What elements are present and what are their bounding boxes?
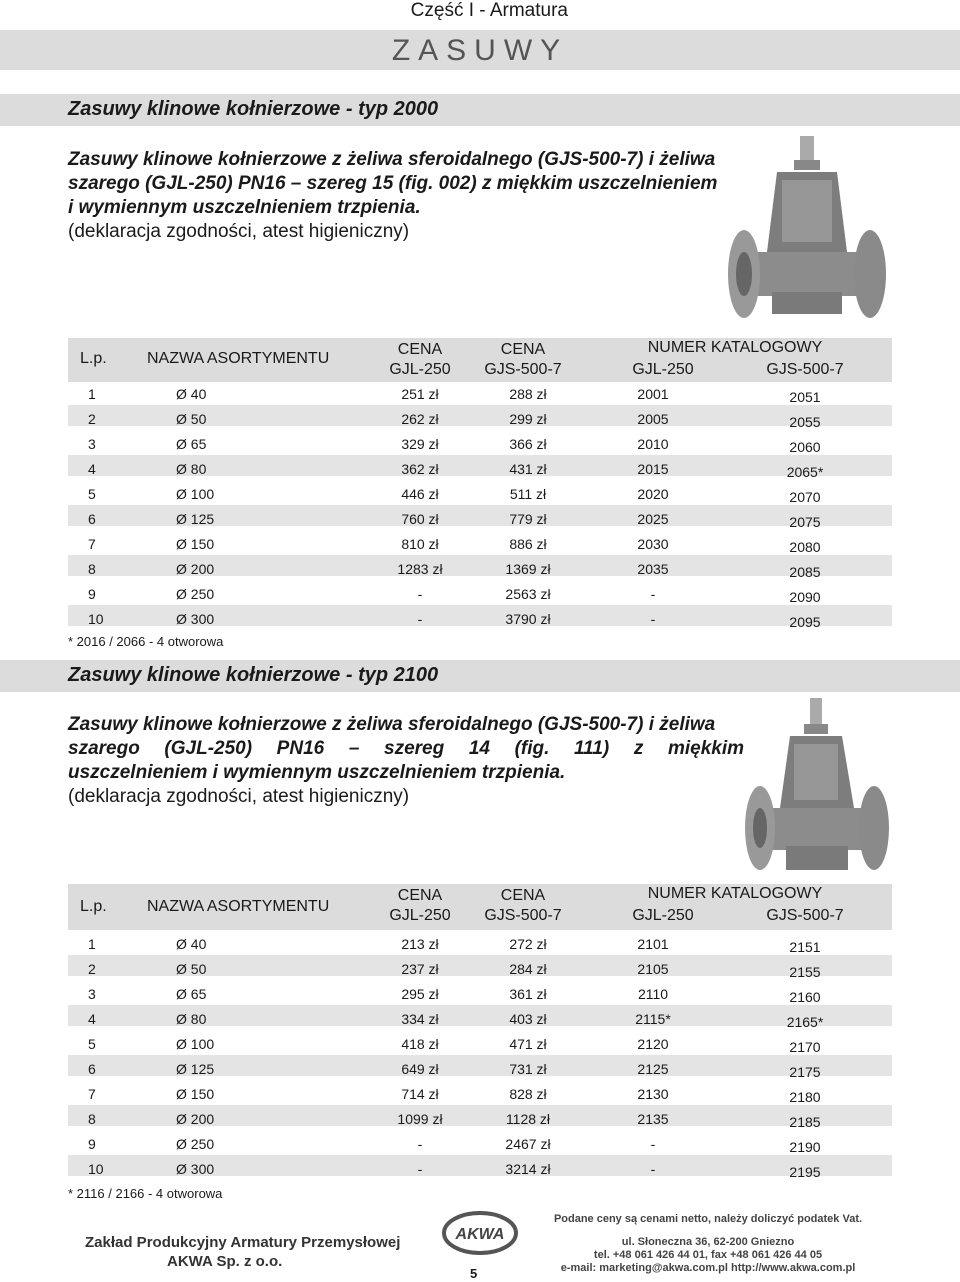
row-price-gjl: - bbox=[417, 586, 423, 602]
row-catalog-gjl: 2035 bbox=[637, 561, 669, 577]
row-lp: 1 bbox=[88, 936, 96, 952]
col-cena-gjl: CENA bbox=[397, 341, 443, 358]
row-price-gjs: 3790 zł bbox=[505, 611, 551, 627]
row-lp: 9 bbox=[88, 586, 96, 602]
description-2000 bbox=[68, 148, 717, 244]
row-name: Ø 125 bbox=[176, 511, 215, 527]
row-price-gjl: 237 zł bbox=[401, 961, 439, 977]
row-name: Ø 65 bbox=[176, 436, 207, 452]
row-lp: 10 bbox=[88, 1161, 104, 1177]
row-name: Ø 125 bbox=[176, 1061, 215, 1077]
row-name: Ø 40 bbox=[176, 386, 207, 402]
desc-line: i wymiennym uszczelnieniem trzpienia. bbox=[68, 197, 421, 218]
desc-note: (deklaracja zgodności, atest higieniczny) bbox=[68, 221, 410, 242]
col-katalog-gjs: GJS-500-7 bbox=[766, 361, 844, 378]
row-catalog-gjs: 2080 bbox=[789, 539, 821, 555]
row-price-gjs: 288 zł bbox=[509, 386, 547, 402]
row-catalog-gjl: 2005 bbox=[637, 411, 669, 427]
row-price-gjs: 731 zł bbox=[509, 1061, 547, 1077]
row-price-gjl: 810 zł bbox=[401, 536, 439, 552]
row-price-gjs: 1369 zł bbox=[505, 561, 551, 577]
desc-line: szarego (GJL-250) PN16 – szereg 14 (fig. 111) z miękkim bbox=[68, 738, 744, 759]
row-lp: 3 bbox=[88, 436, 96, 452]
subsection-title-2100: Zasuwy klinowe kołnierzowe - typ 2100 bbox=[68, 664, 439, 686]
row-price-gjs: 779 zł bbox=[509, 511, 547, 527]
row-name: Ø 80 bbox=[176, 461, 207, 477]
row-name: Ø 150 bbox=[176, 536, 215, 552]
row-catalog-gjl: 2115* bbox=[635, 1011, 671, 1027]
page-number: 5 bbox=[470, 1266, 478, 1281]
row-catalog-gjl: 2130 bbox=[637, 1086, 669, 1102]
row-price-gjl: 362 zł bbox=[401, 461, 439, 477]
col-gjs: GJS-500-7 bbox=[484, 907, 562, 924]
row-lp: 8 bbox=[88, 561, 96, 577]
col-name: NAZWA ASORTYMENTU bbox=[147, 350, 330, 367]
row-price-gjs: 828 zł bbox=[509, 1086, 547, 1102]
subsection-band-2000 bbox=[0, 94, 960, 126]
row-name: Ø 250 bbox=[176, 586, 215, 602]
col-katalog: NUMER KATALOGOWY bbox=[647, 339, 823, 356]
row-name: Ø 80 bbox=[176, 1011, 207, 1027]
row-price-gjl: 334 zł bbox=[401, 1011, 439, 1027]
row-catalog-gjs: 2095 bbox=[789, 614, 821, 630]
row-price-gjs: 299 zł bbox=[509, 411, 547, 427]
akwa-logo bbox=[442, 1209, 518, 1257]
row-catalog-gjs: 2185 bbox=[789, 1114, 821, 1130]
row-price-gjl: 213 zł bbox=[401, 936, 439, 952]
row-lp: 2 bbox=[88, 411, 96, 427]
col-cena-gjs: CENA bbox=[500, 341, 546, 358]
row-catalog-gjl: - bbox=[650, 1161, 656, 1177]
row-price-gjs: 511 zł bbox=[509, 486, 547, 502]
row-catalog-gjs: 2155 bbox=[789, 964, 821, 980]
row-catalog-gjs: 2070 bbox=[789, 489, 821, 505]
col-katalog-gjl: GJL-250 bbox=[632, 907, 694, 924]
row-price-gjs: 284 zł bbox=[509, 961, 547, 977]
col-lp: L.p. bbox=[80, 898, 107, 915]
row-price-gjs: 403 zł bbox=[509, 1011, 547, 1027]
row-lp: 5 bbox=[88, 486, 96, 502]
col-katalog-gjs: GJS-500-7 bbox=[766, 907, 844, 924]
row-lp: 7 bbox=[88, 536, 96, 552]
row-name: Ø 100 bbox=[176, 1036, 215, 1052]
row-lp: 1 bbox=[88, 386, 96, 402]
col-katalog-gjl: GJL-250 bbox=[632, 361, 694, 378]
row-catalog-gjl: - bbox=[650, 611, 656, 627]
row-price-gjs: 431 zł bbox=[509, 461, 547, 477]
row-lp: 9 bbox=[88, 1136, 96, 1152]
row-price-gjl: 1099 zł bbox=[397, 1111, 443, 1127]
row-catalog-gjl: 2025 bbox=[637, 511, 669, 527]
desc-note: (deklaracja zgodności, atest higieniczny) bbox=[68, 786, 410, 807]
row-catalog-gjl: - bbox=[650, 586, 656, 602]
row-price-gjs: 886 zł bbox=[509, 536, 547, 552]
row-lp: 2 bbox=[88, 961, 96, 977]
row-catalog-gjs: 2175 bbox=[789, 1064, 821, 1080]
desc-line: uszczelnieniem i wymiennym uszczelnieniem trzpienia. bbox=[68, 762, 566, 783]
row-name: Ø 200 bbox=[176, 1111, 215, 1127]
gate-valve-image-2100 bbox=[742, 696, 892, 886]
desc-line: Zasuwy klinowe kołnierzowe z żeliwa sferoidalnego (GJS-500-7) i żeliwa bbox=[68, 149, 716, 170]
subsection-band-2100 bbox=[0, 660, 960, 692]
row-name: Ø 150 bbox=[176, 1086, 215, 1102]
email-web: e-mail: marketing@akwa.com.pl http://www.akwa.com.pl bbox=[560, 1262, 856, 1274]
row-name: Ø 250 bbox=[176, 1136, 215, 1152]
row-name: Ø 50 bbox=[176, 411, 207, 427]
row-catalog-gjl: 2135 bbox=[637, 1111, 669, 1127]
company-legal-name: AKWA Sp. z o.o. bbox=[167, 1253, 283, 1270]
col-katalog: NUMER KATALOGOWY bbox=[647, 885, 823, 902]
row-name: Ø 100 bbox=[176, 486, 215, 502]
row-catalog-gjl: - bbox=[650, 1136, 656, 1152]
row-price-gjl: 1283 zł bbox=[397, 561, 443, 577]
row-price-gjl: 760 zł bbox=[401, 511, 439, 527]
row-lp: 4 bbox=[88, 1011, 96, 1027]
row-catalog-gjs: 2195 bbox=[789, 1164, 821, 1180]
subsection-title-2000: Zasuwy klinowe kołnierzowe - typ 2000 bbox=[68, 98, 439, 120]
col-cena-gjl: CENA bbox=[397, 887, 443, 904]
row-price-gjl: 329 zł bbox=[401, 436, 439, 452]
col-lp: L.p. bbox=[80, 350, 107, 367]
row-catalog-gjs: 2160 bbox=[789, 989, 821, 1005]
row-price-gjl: 446 zł bbox=[401, 486, 439, 502]
row-catalog-gjs: 2190 bbox=[789, 1139, 821, 1155]
gate-valve-image-2000 bbox=[722, 132, 892, 332]
footnote-2100: * 2116 / 2166 - 4 otworowa bbox=[68, 1186, 223, 1201]
row-lp: 5 bbox=[88, 1036, 96, 1052]
phone-fax: tel. +48 061 426 44 01, fax +48 061 426 44 05 bbox=[593, 1249, 823, 1261]
row-catalog-gjs: 2055 bbox=[789, 414, 821, 430]
row-price-gjl: 418 zł bbox=[401, 1036, 439, 1052]
row-catalog-gjl: 2015 bbox=[637, 461, 669, 477]
row-price-gjs: 471 zł bbox=[509, 1036, 547, 1052]
row-price-gjs: 2563 zł bbox=[505, 586, 551, 602]
row-lp: 6 bbox=[88, 511, 96, 527]
row-price-gjl: - bbox=[417, 1136, 423, 1152]
row-lp: 6 bbox=[88, 1061, 96, 1077]
row-lp: 4 bbox=[88, 461, 96, 477]
row-catalog-gjs: 2151 bbox=[789, 939, 821, 955]
row-catalog-gjs: 2051 bbox=[789, 389, 821, 405]
row-catalog-gjs: 2085 bbox=[789, 564, 821, 580]
row-catalog-gjs: 2065* bbox=[786, 464, 824, 480]
row-name: Ø 50 bbox=[176, 961, 207, 977]
col-cena-gjs: CENA bbox=[500, 887, 546, 904]
company-name: Zakład Produkcyjny Armatury Przemysłowej bbox=[85, 1234, 401, 1251]
row-catalog-gjl: 2030 bbox=[637, 536, 669, 552]
desc-line: Zasuwy klinowe kołnierzowe z żeliwa sferoidalnego (GJS-500-7) i żeliwa bbox=[68, 714, 716, 735]
row-catalog-gjs: 2060 bbox=[789, 439, 821, 455]
row-price-gjl: - bbox=[417, 611, 423, 627]
col-gjs: GJS-500-7 bbox=[484, 361, 562, 378]
row-price-gjs: 361 zł bbox=[509, 986, 547, 1002]
row-price-gjl: 714 zł bbox=[401, 1086, 439, 1102]
section-header-band bbox=[0, 30, 960, 70]
col-gjl: GJL-250 bbox=[389, 907, 451, 924]
section-title: ZASUWY bbox=[391, 34, 569, 67]
row-catalog-gjs: 2170 bbox=[789, 1039, 821, 1055]
row-catalog-gjs: 2165* bbox=[786, 1014, 824, 1030]
row-price-gjl: 251 zł bbox=[401, 386, 439, 402]
row-price-gjs: 1128 zł bbox=[505, 1111, 551, 1127]
row-price-gjl: - bbox=[417, 1161, 423, 1177]
row-name: Ø 65 bbox=[176, 986, 207, 1002]
row-catalog-gjs: 2090 bbox=[789, 589, 821, 605]
row-name: Ø 300 bbox=[176, 1161, 215, 1177]
svg-text:AKWA: AKWA bbox=[455, 1226, 505, 1243]
row-price-gjl: 295 zł bbox=[401, 986, 439, 1002]
row-lp: 3 bbox=[88, 986, 96, 1002]
row-catalog-gjl: 2110 bbox=[637, 986, 669, 1002]
row-catalog-gjl: 2001 bbox=[637, 386, 669, 402]
row-catalog-gjl: 2125 bbox=[637, 1061, 669, 1077]
row-price-gjl: 649 zł bbox=[401, 1061, 439, 1077]
footnote-2000: * 2016 / 2066 - 4 otworowa bbox=[68, 634, 224, 649]
row-catalog-gjl: 2010 bbox=[637, 436, 669, 452]
row-catalog-gjl: 2020 bbox=[637, 486, 669, 502]
description-2100 bbox=[68, 713, 744, 809]
row-price-gjs: 272 zł bbox=[509, 936, 547, 952]
row-lp: 10 bbox=[88, 611, 104, 627]
row-lp: 7 bbox=[88, 1086, 96, 1102]
row-price-gjs: 3214 zł bbox=[505, 1161, 551, 1177]
chapter-title: Część I - Armatura bbox=[410, 0, 568, 21]
col-name: NAZWA ASORTYMENTU bbox=[147, 898, 330, 915]
vat-note: Podane ceny są cenami netto, należy doliczyć podatek Vat. bbox=[553, 1213, 863, 1225]
col-gjl: GJL-250 bbox=[389, 361, 451, 378]
row-price-gjs: 2467 zł bbox=[505, 1136, 551, 1152]
row-catalog-gjl: 2120 bbox=[637, 1036, 669, 1052]
row-name: Ø 300 bbox=[176, 611, 215, 627]
desc-line: szarego (GJL-250) PN16 – szereg 15 (fig. 002) z miękkim uszczelnieniem bbox=[68, 173, 718, 194]
row-catalog-gjl: 2101 bbox=[637, 936, 669, 952]
row-catalog-gjs: 2180 bbox=[789, 1089, 821, 1105]
row-name: Ø 200 bbox=[176, 561, 215, 577]
row-price-gjl: 262 zł bbox=[401, 411, 439, 427]
row-catalog-gjl: 2105 bbox=[637, 961, 669, 977]
row-name: Ø 40 bbox=[176, 936, 207, 952]
row-catalog-gjs: 2075 bbox=[789, 514, 821, 530]
row-lp: 8 bbox=[88, 1111, 96, 1127]
address: ul. Słoneczna 36, 62-200 Gniezno bbox=[621, 1236, 795, 1248]
row-price-gjs: 366 zł bbox=[509, 436, 547, 452]
